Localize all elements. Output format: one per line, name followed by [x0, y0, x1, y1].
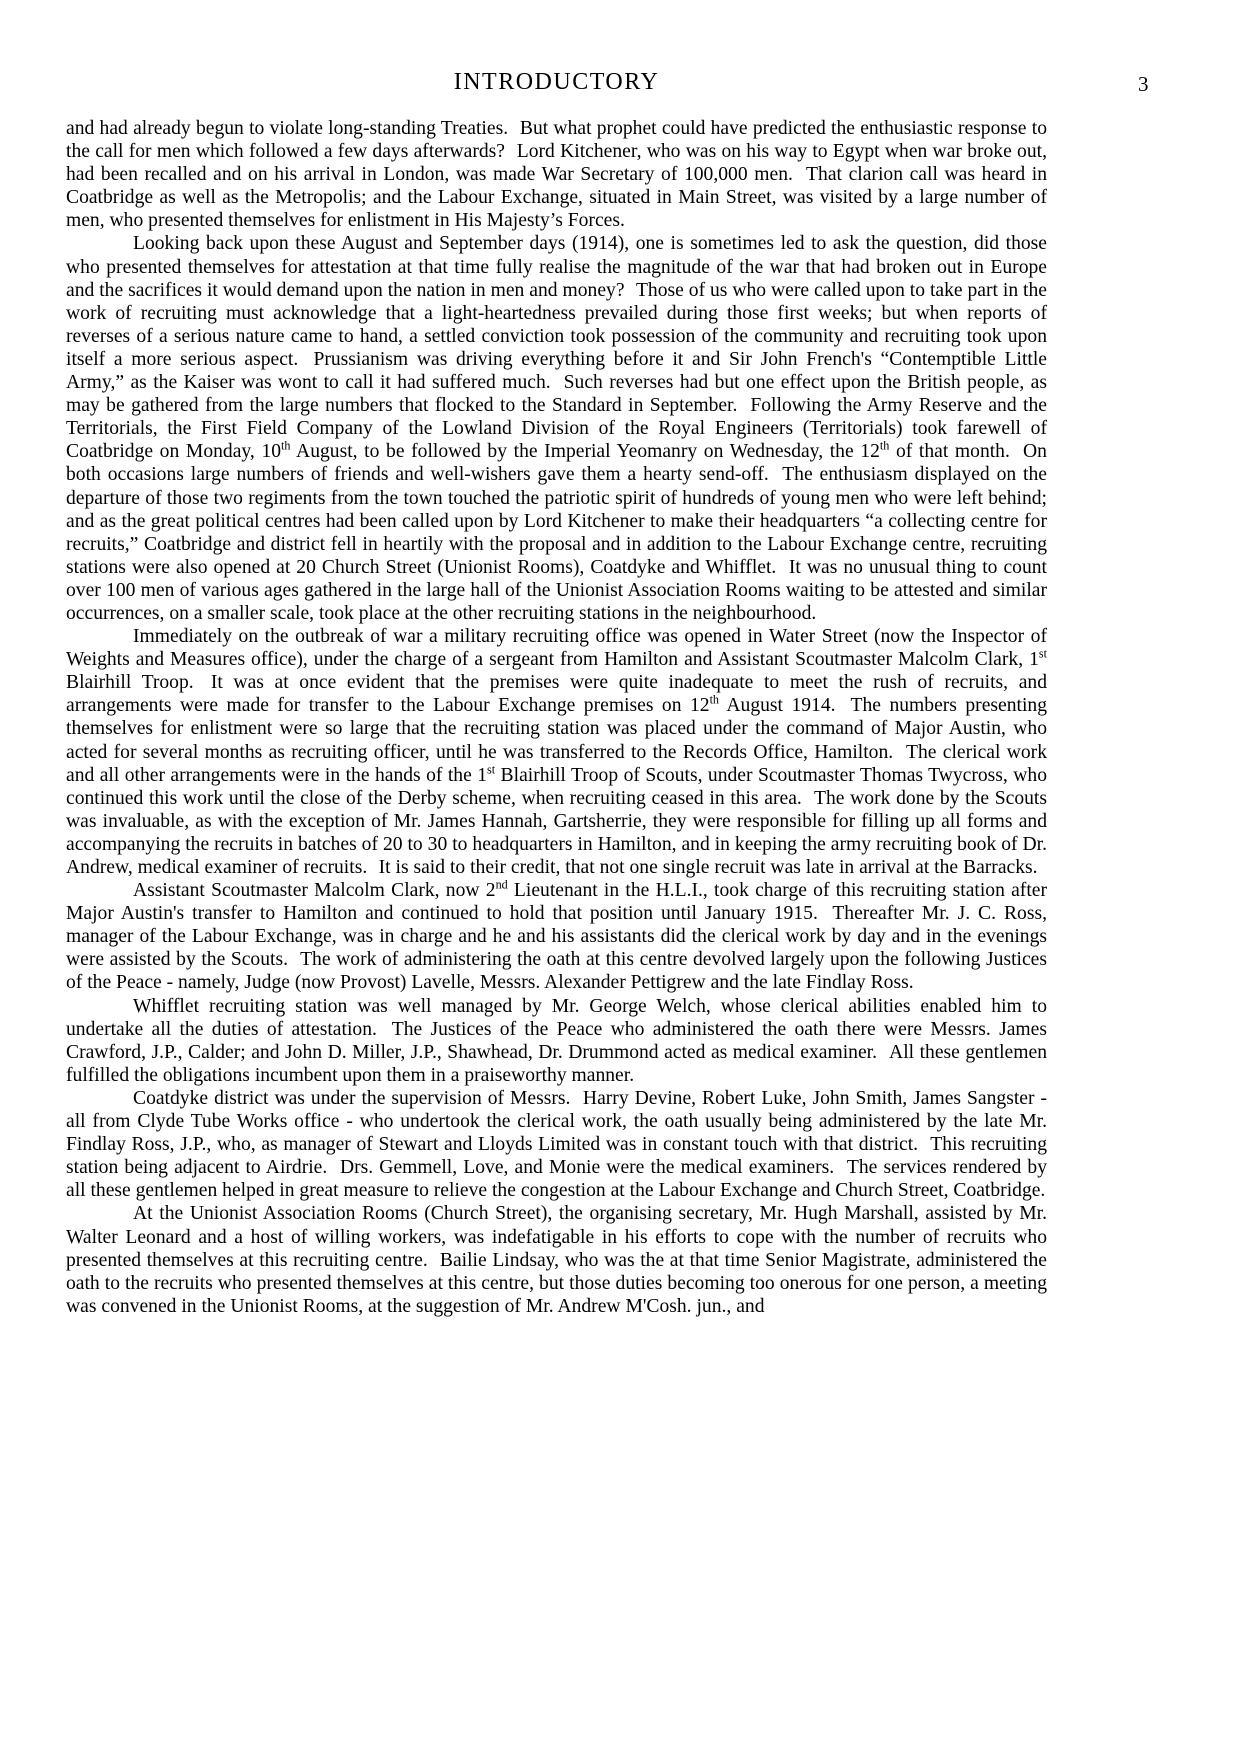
- ordinal-superscript: th: [709, 692, 720, 707]
- paragraph-text: Coatdyke district was under the supervision of Messrs. Harry Devine, Robert Luke, John Smith, James Sangster - all from Clyde Tube Works office - who undertook the clerical work, the oath usually being administered by the late Mr. Findlay Ross, J.P., who, as manager of Stewart and Lloyds Limited was in constant touch with that district. This recruiting station being adjacent to Airdrie. Drs. Gemmell, Love, and Monie were the medical examiners. The services rendered by all these gentlemen helped in great measure to relieve the congestion at the Labour Exchange and Church Street, Coatbridge.: [66, 1087, 1047, 1202]
- paragraph: [66, 1087, 1047, 1202]
- body-text: [66, 117, 1047, 1318]
- paragraph-text: Immediately on the outbreak of war a military recruiting office was opened in Water Street (now the Inspector of Weights and Measures office), under the charge of a sergeant from Hamilton and Assistant Scoutmaster Malcolm Clark, 1: [66, 626, 1047, 671]
- paragraph-text: Assistant Scoutmaster Malcolm Clark, now 2: [133, 880, 496, 902]
- ordinal-superscript: st: [1038, 646, 1047, 661]
- paragraph-text: Looking back upon these August and September days (1914), one is sometimes led to ask the question, did those who presented themselves for attestation at that time fully realise the magnitude of the war that had broken out in Europe and the sacrifices it would demand upon the nation in men and money? Those of us who were called upon to take part in the work of recruiting must acknowledge that a light-heartedness prevailed during those first weeks; but when reports of reverses of a serious nature came to hand, a settled conviction took possession of the community and recruiting took upon itself a more serious aspect. Prussianism was driving everything before it and Sir John French's “Contemptible Little Army,” as the Kaiser was wont to call it had suffered much. Such reverses had but one effect upon the British people, as may be gathered from the large numbers that flocked to the Standard in September. Following the Army Reserve and the Territorials, the First Field Company of the Lowland Division of the Royal Engineers (Territorials) took farewell of Coatbridge on Monday, 10: [66, 233, 1047, 463]
- paragraph-text: Blairhill Troop of Scouts, under Scoutmaster Thomas Twycross, who continued this work until the close of the Derby scheme, when recruiting ceased in this area. The work done by the Scouts was invaluable, as with the exception of Mr. James Hannah, Gartsherrie, they were responsible for filling up all forms and accompanying the recruits in batches of 20 to 30 to headquarters in Hamilton, and in keeping the army recruiting book of Dr. Andrew, medical examiner of recruits. It is said to their credit, that not one single recruit was late in arrival at the Barracks.: [66, 764, 1047, 878]
- paragraph-text: August 1914. The numbers presenting themselves for enlistment were so large that the recruiting station was placed under the command of Major Austin, who acted for several months as recruiting officer, until he was transferred to the Records Office, Hamilton. The clerical work and all other arrangements were in the hands of the 1: [66, 695, 1047, 786]
- paragraph: [66, 625, 1047, 879]
- ordinal-superscript: th: [879, 438, 890, 453]
- page-number: 3: [1138, 72, 1149, 96]
- page-title: INTRODUCTORY: [453, 69, 660, 95]
- paragraph-text: Blairhill Troop. It was at once evident that the premises were quite inadequate to meet the rush of recruits, and arrangements were made for transfer to the Labour Exchange premises on 12: [66, 672, 1047, 717]
- paragraph-text: At the Unionist Association Rooms (Church Street), the organising secretary, Mr. Hugh Marshall, assisted by Mr. Walter Leonard and a host of willing workers, was indefatigable in his efforts to cope with the number of recruits who presented themselves at this recruiting centre. Bailie Lindsay, who was the at that time Senior Magistrate, administered the oath to the recruits who presented themselves at this centre, but those duties becoming too onerous for one person, a meeting was convened in the Unionist Rooms, at the suggestion of Mr. Andrew M'Cosh. jun., and: [66, 1203, 1047, 1317]
- paragraph-text: August, to be followed by the Imperial Yeomanry on Wednesday, the 12: [290, 441, 880, 463]
- ordinal-superscript: nd: [495, 877, 508, 892]
- paragraph: [66, 879, 1047, 994]
- paragraph-text: of that month. On both occasions large numbers of friends and well-wishers gave them a hearty send-off. The enthusiasm displayed on the departure of those two regiments from the town touched the patriotic spirit of hundreds of young men who were left behind; and as the great political centres had been called upon by Lord Kitchener to make their headquarters “a collecting centre for recruits,” Coatbridge and district fell in heartily with the proposal and in addition to the Labour Exchange centre, recruiting stations were also opened at 20 Church Street (Unionist Rooms), Coatdyke and Whifflet. It was no unusual thing to count over 100 men of various ages gathered in the large hall of the Unionist Association Rooms waiting to be attested and similar occurrences, on a smaller scale, took place at the other recruiting stations in the neighbourhood.: [66, 441, 1047, 624]
- paragraph: [66, 1202, 1047, 1317]
- paragraph: [66, 995, 1047, 1087]
- paragraph-text: Whifflet recruiting station was well managed by Mr. George Welch, whose clerical abilities enabled him to undertake all the duties of attestation. The Justices of the Peace who administered the oath there were Messrs. James Crawford, J.P., Calder; and John D. Miller, J.P., Shawhead, Dr. Drummond acted as medical examiner. All these gentlemen fulfilled the obligations incumbent upon them in a praiseworthy manner.: [66, 995, 1047, 1086]
- paragraph: [66, 232, 1047, 625]
- ordinal-superscript: st: [487, 762, 496, 777]
- paragraph-text: Lieutenant in the H.L.I., took charge of this recruiting station after Major Austin's transfer to Hamilton and continued to hold that position until January 1915. Thereafter Mr. J. C. Ross, manager of the Labour Exchange, was in charge and he and his assistants did the clerical work by day and in the evenings were assisted by the Scouts. The work of administering the oath at this centre devolved largely upon the following Justices of the Peace - namely, Judge (now Provost) Lavelle, Messrs. Alexander Pettigrew and the late Findlay Ross.: [66, 880, 1047, 994]
- ordinal-superscript: th: [281, 438, 291, 453]
- paragraph-text: and had already begun to violate long-standing Treaties. But what prophet could have predicted the enthusiastic response to the call for men which followed a few days afterwards? Lord Kitchener, who was on his way to Egypt when war broke out, had been recalled and on his arrival in London, was made War Secretary of 100,000 men. That clarion call was heard in Coatbridge as well as the Metropolis; and the Labour Exchange, situated in Main Street, was visited by a large number of men, who presented themselves for enlistment in His Majesty’s Forces.: [66, 118, 1047, 232]
- paragraph: [66, 117, 1047, 232]
